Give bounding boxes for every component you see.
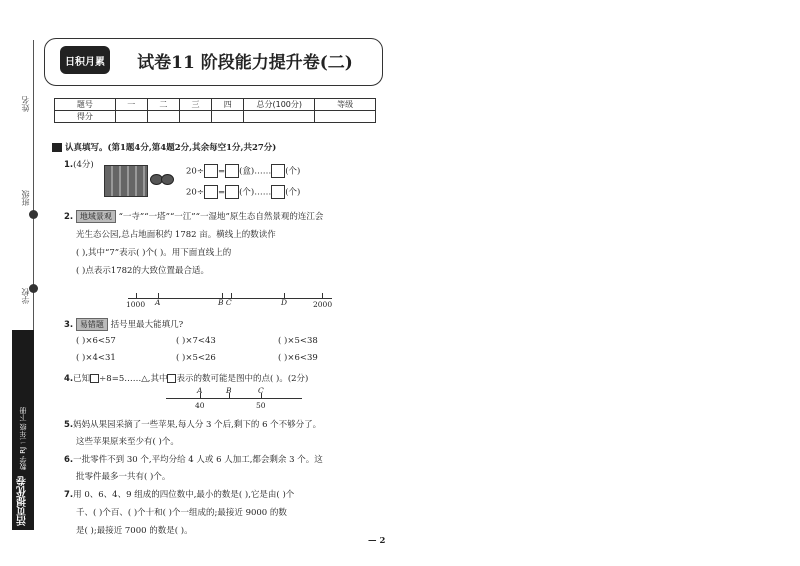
score-row-label: 得分 (55, 111, 116, 123)
score-cell[interactable] (212, 111, 244, 123)
q6-line-2: 批零件最多一共有( )个。 (76, 472, 171, 482)
q3-item: ( )×7<43 (176, 336, 216, 346)
q1-equation-2: 20÷ = (个)…… (个) (186, 185, 300, 199)
q2-line-2: 光生态公园,总占地面积约 1782 亩。横线上的数读作 (76, 230, 276, 240)
tick-label: 50 (256, 401, 266, 410)
question-6: 6.一批零件不到 30 个,平均分给 4 人或 6 人加工,都会剩余 3 个。这 (64, 455, 323, 465)
answer-box[interactable] (271, 164, 285, 178)
logo: 日积月累 (60, 46, 110, 74)
answer-box[interactable] (204, 185, 218, 199)
q5-line-2: 这些苹果原来至少有( )个。 (76, 437, 179, 447)
question-number: 7. (64, 490, 74, 500)
question-5: 5.妈妈从果园采摘了一些苹果,每人分 3 个后,剩下的 6 个不够分了。 (64, 420, 322, 430)
score-table-header: 题号 (55, 99, 116, 111)
q3-item: ( )×4<31 (76, 353, 116, 363)
tick-label: 40 (195, 401, 205, 410)
question-7: 7.用 0、6、4、9 组成的四位数中,最小的数是( ),它是由( )个 (64, 490, 295, 500)
score-table-header: 等级 (315, 99, 376, 111)
number-line (166, 398, 302, 399)
brand-banner (12, 330, 34, 530)
q7-line-2: 千、( )个百、( )个十和( )个一组成的;最接近 9000 的数 (76, 508, 287, 518)
brand-text: 活页提优卷 (17, 476, 29, 526)
question-number: 3. (64, 320, 74, 330)
point-label: C (258, 386, 264, 395)
score-cell[interactable] (179, 111, 211, 123)
point-label: B (226, 386, 232, 395)
page-number: — 2 (368, 536, 386, 546)
score-cell[interactable] (315, 111, 376, 123)
score-cell[interactable] (115, 111, 147, 123)
answer-box[interactable] (225, 164, 239, 178)
tick (136, 293, 137, 298)
tick (322, 293, 323, 298)
question-number: 6. (64, 455, 74, 465)
point-label: A (155, 298, 161, 307)
question-1: 1.(4分) (64, 160, 94, 170)
answer-box[interactable] (271, 185, 285, 199)
section-number-icon (52, 143, 62, 152)
score-table-header: 三 (179, 99, 211, 111)
score-table (54, 98, 376, 123)
answer-box[interactable] (204, 164, 218, 178)
question-number: 5. (64, 420, 74, 430)
q3-item: ( )×5<38 (278, 336, 318, 346)
point-label: B C (218, 298, 232, 307)
q3-item: ( )×6<39 (278, 353, 318, 363)
tick-label: 2000 (313, 300, 333, 309)
q3-item: ( )×6<57 (76, 336, 116, 346)
question-tag: 易错题 (76, 318, 108, 331)
subject-text: 数学 RJ 二年级 下册 (19, 407, 27, 470)
tick-label: 1000 (126, 300, 146, 309)
question-number: 2. (64, 212, 74, 222)
mooncake-box-image (104, 165, 148, 197)
binding-hole (29, 210, 38, 219)
mooncake-icon (161, 174, 174, 185)
question-2: 2. 地域景观 “一寺”“一塔”“一江”“一湿地”原生态自然景观的连江会 (64, 212, 324, 222)
score-table-header-row (55, 99, 376, 111)
answer-box[interactable] (225, 185, 239, 199)
class-label: 班级 (21, 190, 30, 206)
score-table-header: 二 (147, 99, 179, 111)
question-4: 4.已知 ÷8=5……△,其中 表示的数可能是图中的点( )。(2分) (64, 374, 309, 384)
score-cell[interactable] (244, 111, 315, 123)
q2-line-4: ( )点表示1782的大致位置最合适。 (76, 266, 209, 276)
q3-item: ( )×5<26 (176, 353, 216, 363)
score-table-header: 总分(100分) (244, 99, 315, 111)
q1-equation-1: 20÷ = (盒)…… (个) (186, 164, 300, 178)
point-label: D (281, 298, 288, 307)
score-table-row (55, 111, 376, 123)
question-3: 3. 易错题 括号里最大能填几? (64, 320, 184, 330)
score-table-header: 四 (212, 99, 244, 111)
score-table-header: 一 (115, 99, 147, 111)
school-label: 学校 (21, 288, 30, 304)
question-number: 4. (64, 374, 74, 384)
question-number: 1. (64, 160, 74, 170)
binding-strip (0, 0, 44, 566)
section-1-title: 认真填写。(第1题4分,第4题2分,其余每空1分,共27分) (52, 141, 276, 153)
score-cell[interactable] (147, 111, 179, 123)
blank-square (90, 374, 99, 383)
question-tag: 地域景观 (76, 210, 116, 223)
q2-line-3: ( ),其中“7”表示( )个( )。用下面直线上的 (76, 248, 232, 258)
q7-line-3: 是( );最接近 7000 的数是( )。 (76, 526, 193, 536)
name-label: 姓名 (21, 96, 30, 112)
point-label: A (197, 386, 203, 395)
page-title: 试卷11 阶段能力提升卷(二) (137, 53, 353, 73)
